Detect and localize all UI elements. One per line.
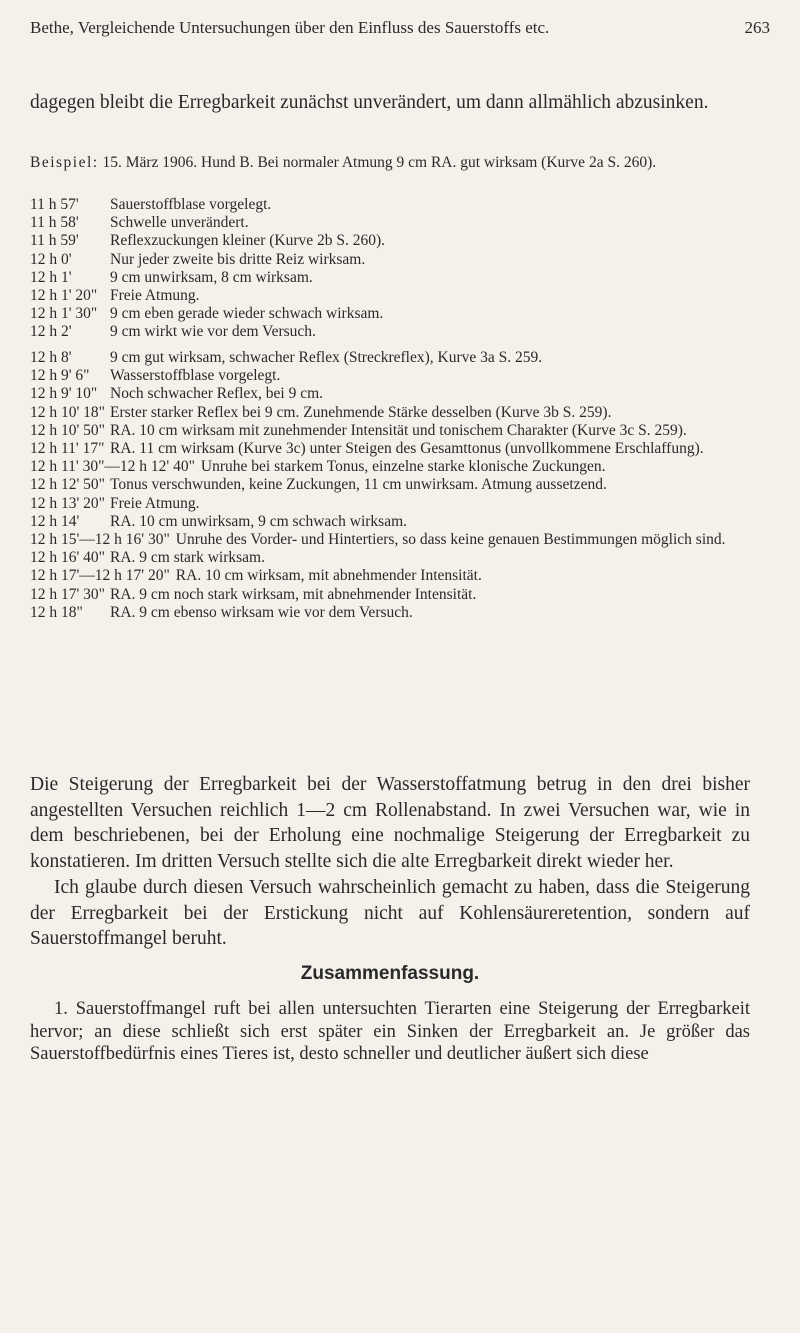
protocol-entry [30,513,750,531]
protocol-entry [30,385,750,403]
example-label: Beispiel: [30,154,99,171]
entry-time: 12 h 14' [30,512,80,530]
intro-text: dagegen bleibt die Erregbarkeit zunächst unverändert, um dann allmählich abzusinken. [30,92,709,113]
entry-time: 12 h 11' 17" [30,440,105,458]
entry-text: RA. 9 cm stark wirksam. [110,549,265,567]
entry-time: 12 h 2' [30,323,72,341]
entry-time: 12 h 13' 20" [30,494,105,512]
entry-text: 9 cm eben gerade wieder schwach wirksam. [110,305,384,323]
entry-text: 9 cm wirkt wie vor dem Versuch. [110,323,316,341]
entry-time: 12 h 10' 18" [30,403,105,421]
protocol-entry [30,567,750,585]
entry-text: RA. 9 cm noch stark wirksam, mit abnehmender Intensität. [110,585,477,603]
entry-text: 9 cm gut wirksam, schwacher Reflex (Streckreflex), Kurve 3a S. 259. [110,349,543,366]
protocol-entry [30,549,750,567]
entry-text: RA. 10 cm unwirksam, 9 cm schwach wirksam. [110,512,408,530]
entry-time: 12 h 17'—12 h 17' 20" [30,567,170,585]
protocol-entry [30,495,750,513]
running-head [30,18,770,38]
protocol-entry [30,404,750,422]
entry-time: 11 h 59' [30,232,79,250]
entry-time: 12 h 1' 20" [30,287,98,305]
protocol-entry [30,269,750,287]
entry-text: RA. 11 cm wirksam (Kurve 3c) unter Steigen des Gesamttonus (unvollkommene Erschlaffung). [110,440,704,458]
protocol-entry [30,531,750,549]
entry-time: 12 h 11' 30"—12 h 12' 40" [30,458,195,476]
protocol-entry [30,214,750,232]
entry-time: 12 h 8' [30,349,72,366]
paragraph-conclusion: Ich glaube durch diesen Versuch wahrscheinlich gemacht zu haben, dass die Steigerung der Erregbarkeit bei der Erstickung nicht auf Kohlensäureretention, sondern auf Sauerstoffmangel beruht. [30,877,750,949]
entry-time: 12 h 18" [30,603,83,621]
entry-time: 11 h 58' [30,214,79,232]
entry-time: 12 h 17' 30" [30,585,105,603]
entry-time: 12 h 9' 6" [30,367,90,385]
protocol-entry [30,349,750,367]
entry-text: RA. 10 cm wirksam mit zunehmender Intensität und tonischem Charakter (Kurve 3c S. 259). [110,421,687,439]
protocol-hydrogen [30,349,750,622]
entry-text: Schwelle unverändert. [110,214,249,232]
paragraph-result: Die Steigerung der Erregbarkeit bei der Wasserstoffatmung betrug in den drei bisher angestellten Versuchen reichlich 1—2 cm Rollenabstand. In zwei Versuchen war, wie in dem beschriebenen, bei der Erholung eine nochmalige Steigerung der Erregbarkeit zu konstatieren. Im dritten Versuch stellte sich die alte Erregbarkeit direkt wieder her. [30,774,750,872]
entry-text: Freie Atmung. [110,287,200,305]
protocol-entry [30,196,750,214]
section-heading: Zusammenfassung. [300,963,480,984]
entry-text: Erster starker Reflex bei 9 cm. Zunehmende Stärke desselben (Kurve 3b S. 259). [110,403,612,421]
protocol-entry [30,367,750,385]
entry-time: 12 h 1' 30" [30,305,98,323]
protocol-entry [30,323,750,341]
protocol-entry [30,232,750,250]
running-head-title: Bethe, Vergleichende Untersuchungen über den Einfluss des Sauerstoffs etc. [30,18,550,37]
example-paragraph [30,153,750,173]
entry-time: 12 h 1' [30,268,72,286]
protocol-entry [30,604,750,622]
entry-text: Noch schwacher Reflex, bei 9 cm. [110,385,324,403]
entry-text: Sauerstoffblase vorgelegt. [110,196,272,213]
entry-text: Tonus verschwunden, keine Zuckungen, 11 cm unwirksam. Atmung aussetzend. [110,476,607,494]
entry-text: RA. 9 cm ebenso wirksam wie vor dem Versuch. [110,603,413,621]
summary-paragraph: 1. Sauerstoffmangel ruft bei allen untersuchten Tierarten eine Steigerung der Erregbarkeit hervor; an diese schließt sich erst später ein Sinken der Erregbarkeit an. Je größer das Sauerstoffbedürfnis eines Tieres ist, desto schneller und deutlicher äußert sich diese [30,999,750,1064]
entry-text: Unruhe bei starkem Tonus, einzelne starke klonische Zuckungen. [200,458,606,476]
entry-text: 9 cm unwirksam, 8 cm wirksam. [110,268,313,286]
entry-text: Wasserstoffblase vorgelegt. [110,367,281,385]
entry-time: 12 h 12' 50" [30,476,105,494]
protocol-entry [30,251,750,269]
protocol-entry [30,422,750,440]
entry-time: 12 h 10' 50" [30,421,105,439]
entry-time: 12 h 16' 40" [30,549,105,567]
entry-time: 12 h 15'—12 h 16' 30" [30,531,170,549]
entry-time: 12 h 0' [30,250,72,268]
entry-time: 11 h 57' [30,196,79,213]
protocol-entry [30,440,750,458]
entry-text: Unruhe des Vorder- und Hintertiers, so dass keine genauen Bestimmungen möglich sind. [175,531,726,549]
entry-time: 12 h 9' 10" [30,385,98,403]
protocol-oxygen [30,196,750,342]
entry-text: Reflexzuckungen kleiner (Kurve 2b S. 260). [110,232,386,250]
entry-text: RA. 10 cm wirksam, mit abnehmender Intensität. [175,567,482,585]
example-text: 15. März 1906. Hund B. Bei normaler Atmung 9 cm RA. gut wirksam (Kurve 2a S. 260). [102,154,657,171]
protocol-entry [30,287,750,305]
entry-text: Freie Atmung. [110,494,200,512]
entry-text: Nur jeder zweite bis dritte Reiz wirksam. [110,250,366,268]
protocol-entry [30,305,750,323]
protocol-entry [30,458,750,476]
page-number: 263 [744,18,770,37]
protocol-entry [30,476,750,494]
protocol-entry [30,586,750,604]
